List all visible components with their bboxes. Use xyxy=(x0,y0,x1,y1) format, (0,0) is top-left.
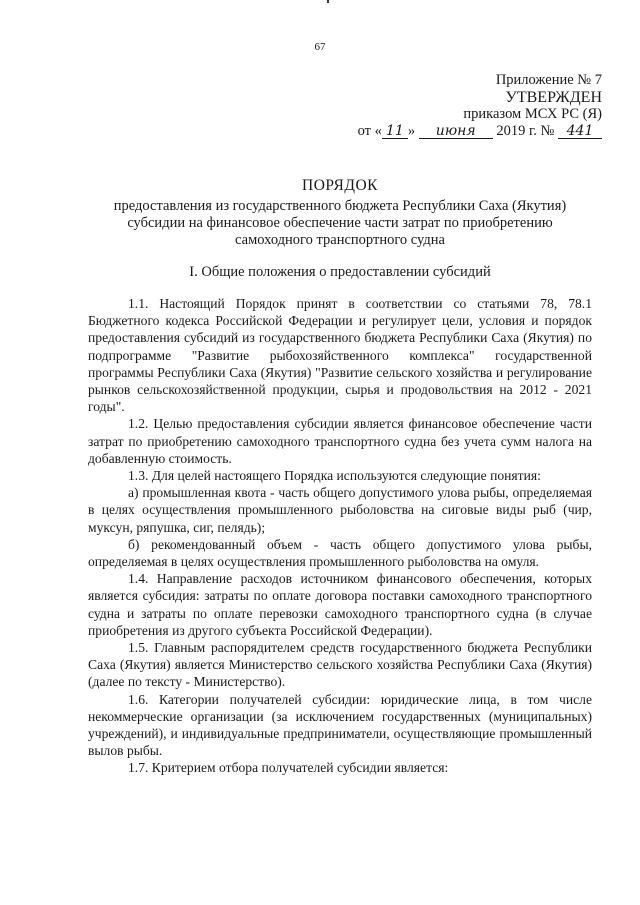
date-quote-close: » xyxy=(407,123,416,139)
date-prefix: от « xyxy=(357,123,382,139)
title-line-2: субсидии на финансовое обеспечение части затрат по приобретению xyxy=(127,215,553,231)
handwritten-order-number: 441 xyxy=(558,124,602,139)
date-line xyxy=(282,123,602,140)
appendix-label: Приложение № 7 xyxy=(495,72,602,88)
body-text xyxy=(88,295,592,777)
handwritten-day: 11 xyxy=(382,124,408,139)
title-line-1: предоставления из государственного бюджета Республики Саха (Якутия) xyxy=(113,198,567,214)
paragraph-1-3-b: б) рекомендованный объем - часть общего допустимого улова рыбы, определяемая в целях осуществления промышленного рыболовства на омуля. xyxy=(88,536,592,570)
paragraph-1-7: 1.7. Критерием отбора получателей субсидии является: xyxy=(128,760,449,776)
section-heading: I. Общие положения о предоставлении субсидий xyxy=(189,264,491,280)
page-number: 67 xyxy=(314,41,326,53)
paragraph-1-2: 1.2. Целью предоставления субсидии является финансовое обеспечение части затрат по приобретению самоходного транспортного судна без учета сумм налога на добавленную стоимость. xyxy=(88,416,592,466)
scan-mark xyxy=(327,0,329,3)
order-label: приказом МСХ РС (Я) xyxy=(463,106,602,122)
paragraph-1-3-a: а) промышленная квота - часть общего допустимого улова рыбы, определяемая в целях осуществления промышленного рыболовства на сиговые виды рыб (чир, муксун, ряпушка, сиг, пелядь); xyxy=(88,485,592,535)
title-line-3: самоходного транспортного судна xyxy=(235,232,445,248)
approved-label: УТВЕРЖДЕН xyxy=(505,89,602,106)
paragraph-1-6: 1.6. Категории получателей субсидии: юридические лица, в том числе некоммерческие организации (за исключением государственных (муниципальных) учреждений), и индивидуальные предприниматели, осуществляющие промышленный вылов рыбы. xyxy=(88,691,592,759)
paragraph-1-3: 1.3. Для целей настоящего Порядка используются следующие понятия: xyxy=(128,468,541,484)
approval-header xyxy=(282,72,602,140)
document-title: ПОРЯДОК xyxy=(302,177,378,194)
paragraph-1-4: 1.4. Направление расходов источником финансового обеспечения, которых является субсидия: затраты по оплате договора поставки самоходного транспортного судна и затраты по оплате перевозки самоходного транспортного судна (в случае приобретения из другого субъекта Российской Федерации). xyxy=(88,571,592,638)
paragraph-1-5: 1.5. Главным распорядителем средств государственного бюджета Республики Саха (Якутия) является Министерство сельского хозяйства Республики Саха (Якутия) (далее по тексту - Министерство). xyxy=(88,640,592,690)
paragraph-1-1: 1.1. Настоящий Порядок принят в соответствии со статьями 78, 78.1 Бюджетного кодекса Российской Федерации и регулирует цели, условия и порядок предоставления субсидий из государственного бюджета Республики Саха (Якутия) по подпрограмме "Развитие рыбохозяйственного комплекса" государственной программы Республики Саха (Якутия) "Развитие сельского хозяйства и регулирование рынков сельскохозяйственной продукции, сырья и продовольствия на 2012 - 2021 годы". xyxy=(88,296,592,415)
handwritten-month: июня xyxy=(419,124,493,139)
year-text: 2019 г. № xyxy=(496,123,555,139)
document-title-block xyxy=(90,177,590,249)
